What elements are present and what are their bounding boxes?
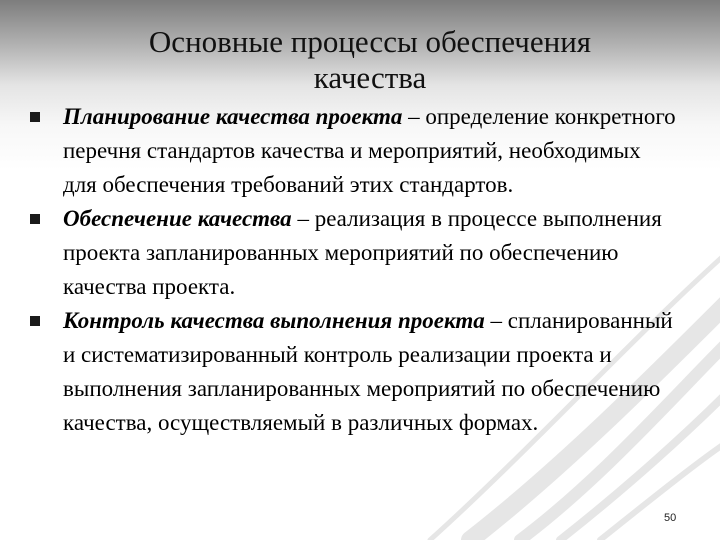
bullet-item-quality-assurance <box>30 202 680 304</box>
bullet-item-quality-control <box>30 304 680 440</box>
bullet-term: Обеспечение качества <box>63 206 292 231</box>
bullet-term: Планирование качества проекта <box>63 104 403 129</box>
bullet-term: Контроль качества выполнения проекта <box>63 308 485 333</box>
bullet-item-quality-planning <box>30 100 680 202</box>
square-bullet-icon <box>30 316 40 326</box>
bullet-list <box>30 100 680 440</box>
bullet-text: – спланированный и систематизированный контроль реализации проекта и выполнения запланированных мероприятий по обеспечению качества, осуществляемый в различных формах. <box>63 308 673 435</box>
slide-title-line-2: качества <box>313 60 427 95</box>
page-number: 50 <box>664 512 677 524</box>
slide-title-line-1: Основные процессы обеспечения <box>148 24 592 59</box>
slide-title <box>60 24 680 96</box>
square-bullet-icon <box>30 214 40 224</box>
bullet-text: – определение конкретного перечня стандартов качества и мероприятий, необходимых для обеспечения требований этих стандартов. <box>63 104 676 197</box>
square-bullet-icon <box>30 112 40 122</box>
bullet-text: – реализация в процессе выполнения проекта запланированных мероприятий по обеспечению качества проекта. <box>63 206 662 299</box>
